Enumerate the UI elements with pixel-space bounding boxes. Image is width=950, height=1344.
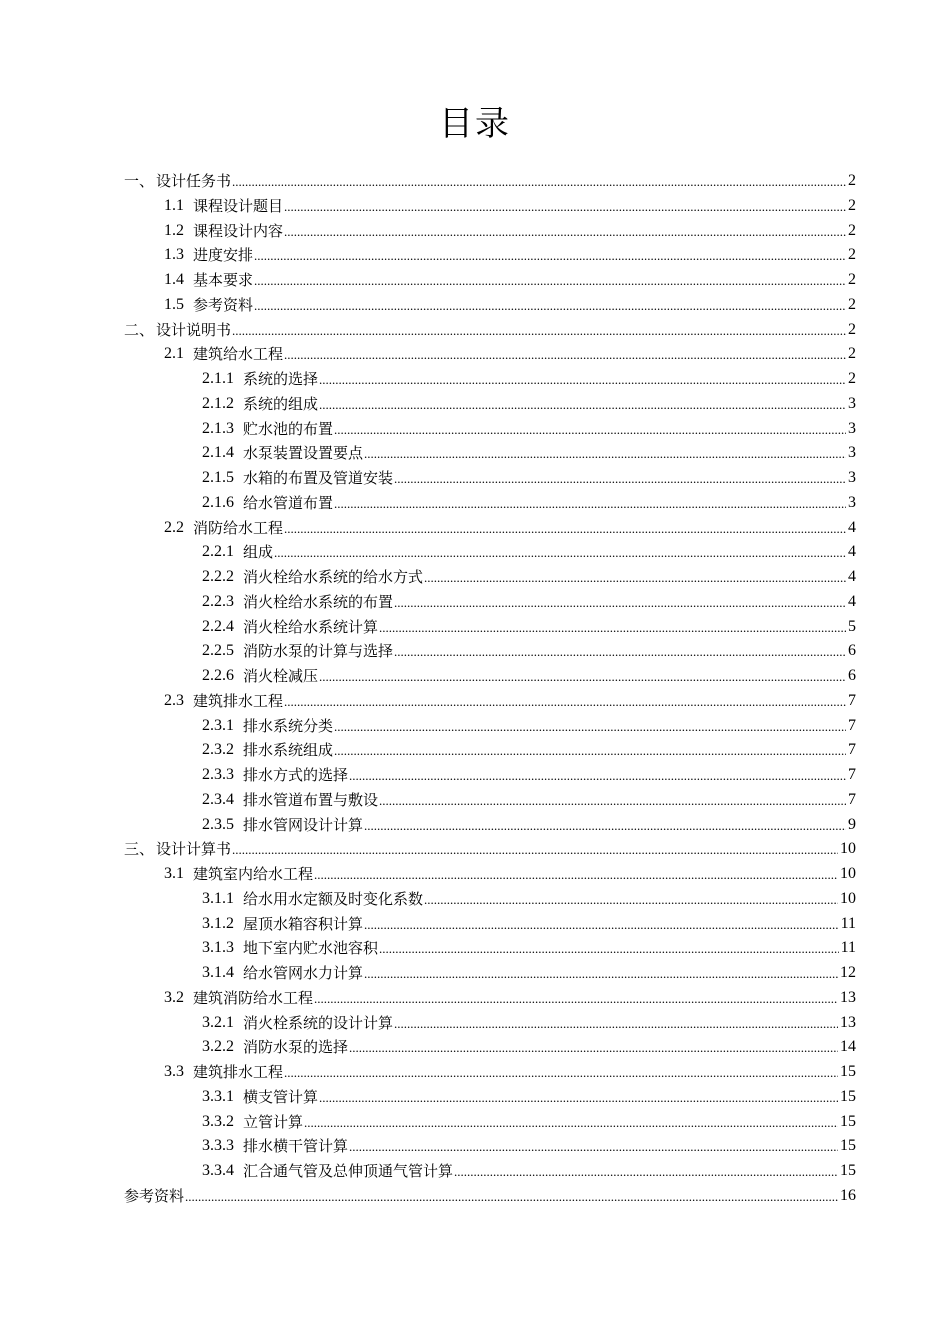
toc-entry[interactable] bbox=[164, 192, 856, 216]
toc-entry[interactable] bbox=[164, 340, 856, 364]
toc-entry-page: 6 bbox=[848, 642, 856, 660]
toc-entry-title: 系统的选择 bbox=[243, 370, 319, 388]
toc-entry[interactable] bbox=[164, 217, 856, 241]
toc-entry-number: 3.1.1 bbox=[202, 889, 234, 907]
toc-entry-title: 水箱的布置及管道安装 bbox=[243, 469, 394, 487]
toc-entry-title: 排水管道布置与敷设 bbox=[243, 790, 379, 809]
toc-entry-title: 排水管网设计计算 bbox=[243, 815, 364, 834]
toc-dot-leader bbox=[232, 171, 846, 191]
toc-dot-leader bbox=[284, 344, 846, 364]
toc-entry-number: 2.3.5 bbox=[202, 815, 234, 833]
toc-entry[interactable] bbox=[202, 959, 856, 983]
toc-entry-title: 消防水泵的选择 bbox=[243, 1038, 349, 1057]
toc-dot-leader bbox=[284, 1062, 838, 1082]
toc-entry-title: 消火栓减压 bbox=[243, 667, 319, 685]
toc-entry[interactable] bbox=[124, 167, 856, 191]
toc-entry[interactable] bbox=[202, 1108, 856, 1132]
toc-entry-number: 2.2.3 bbox=[202, 592, 234, 610]
toc-entry[interactable] bbox=[202, 934, 856, 958]
toc-entry-number: 3.1.2 bbox=[202, 914, 234, 932]
toc-dot-leader bbox=[364, 815, 846, 835]
toc-entry-page: 2 bbox=[848, 345, 856, 363]
toc-entry-title: 立管计算 bbox=[243, 1112, 304, 1131]
toc-dot-leader bbox=[314, 864, 838, 884]
toc-entry-title: 消火栓给水系统的布置 bbox=[243, 592, 394, 611]
toc-entry-number: 2.1.4 bbox=[202, 444, 234, 462]
toc-entry[interactable] bbox=[202, 736, 856, 760]
toc-entry[interactable] bbox=[202, 885, 856, 909]
toc-entry-title: 消火栓给水系统计算 bbox=[243, 617, 379, 636]
toc-entry-page: 4 bbox=[848, 543, 856, 561]
toc-entry-title: 排水系统分类 bbox=[243, 716, 334, 735]
toc-entry-title: 排水方式的选择 bbox=[243, 766, 349, 784]
toc-entry[interactable] bbox=[202, 1083, 856, 1107]
toc-entry-page: 13 bbox=[840, 1013, 856, 1031]
toc-entry-title: 进度安排 bbox=[193, 246, 254, 265]
toc-entry-title: 参考资料 bbox=[193, 295, 254, 314]
toc-entry-page: 7 bbox=[848, 741, 856, 759]
toc-entry-title: 屋顶水箱容积计算 bbox=[243, 914, 364, 933]
toc-dot-leader bbox=[319, 369, 846, 389]
toc-dot-leader bbox=[284, 196, 846, 216]
toc-entry-page: 13 bbox=[840, 988, 856, 1006]
toc-entry-number: 2.1.5 bbox=[202, 469, 234, 486]
toc-entry-title: 建筑消防给水工程 bbox=[193, 988, 314, 1007]
toc-entry[interactable] bbox=[164, 514, 856, 538]
toc-entry-title: 汇合通气管及总伸顶通气管计算 bbox=[243, 1162, 454, 1180]
toc-entry-title: 地下室内贮水池容积 bbox=[243, 939, 379, 958]
toc-entry-title: 排水系统组成 bbox=[243, 741, 334, 760]
toc-dot-leader bbox=[254, 295, 846, 315]
toc-dot-leader bbox=[314, 988, 838, 1008]
toc-entry-title: 建筑室内给水工程 bbox=[193, 865, 314, 883]
toc-entry-number: 3.2.2 bbox=[202, 1038, 234, 1056]
toc-entry-page: 7 bbox=[848, 716, 856, 734]
toc-entry-title: 设计任务书 bbox=[156, 172, 232, 190]
toc-entry-page: 4 bbox=[848, 568, 856, 585]
toc-entry-title: 给水管网水力计算 bbox=[243, 964, 364, 982]
toc-entry-number: 2.2.4 bbox=[202, 617, 234, 635]
toc-entry[interactable] bbox=[202, 712, 856, 736]
toc-dot-leader bbox=[394, 1013, 838, 1033]
toc-dot-leader bbox=[349, 1037, 838, 1057]
toc-entry[interactable] bbox=[202, 811, 856, 835]
toc-dot-leader bbox=[232, 320, 846, 340]
toc-dot-leader bbox=[319, 1087, 838, 1107]
toc-entry-title: 消火栓系统的设计计算 bbox=[243, 1013, 394, 1032]
toc-entry[interactable] bbox=[202, 1033, 856, 1057]
toc-entry-page: 7 bbox=[848, 790, 856, 808]
toc-entry-page: 2 bbox=[848, 246, 856, 264]
toc-entry-number: 一、 bbox=[124, 172, 155, 190]
toc-entry[interactable] bbox=[164, 1058, 856, 1082]
toc-dot-leader bbox=[334, 493, 846, 513]
toc-entry-page: 15 bbox=[840, 1162, 856, 1179]
toc-entry[interactable] bbox=[164, 291, 856, 315]
toc-entry-number: 2.3.2 bbox=[202, 741, 234, 759]
toc-entry[interactable] bbox=[202, 1009, 856, 1033]
toc-entry[interactable] bbox=[202, 1157, 856, 1181]
toc-entry-title: 给水用水定额及时变化系数 bbox=[243, 889, 424, 908]
toc-entry-number: 三、 bbox=[124, 840, 155, 859]
toc-entry-page: 2 bbox=[848, 221, 856, 239]
toc-entry-page: 3 bbox=[848, 493, 856, 511]
toc-entry-page: 4 bbox=[848, 518, 856, 536]
toc-entry[interactable] bbox=[202, 588, 856, 612]
toc-entry-page: 3 bbox=[848, 419, 856, 437]
toc-entry-page: 15 bbox=[840, 1063, 856, 1080]
toc-dot-leader bbox=[364, 914, 839, 934]
toc-entry-title: 基本要求 bbox=[193, 271, 254, 289]
toc-entry-page: 6 bbox=[848, 667, 856, 684]
toc-entry-page: 9 bbox=[848, 815, 856, 833]
toc-entry-page: 2 bbox=[848, 271, 856, 288]
toc-entry-title: 排水横干管计算 bbox=[243, 1137, 349, 1156]
toc-dot-leader bbox=[334, 716, 846, 736]
toc-entry-title: 建筑排水工程 bbox=[193, 1063, 284, 1081]
toc-entry-page: 15 bbox=[840, 1087, 856, 1105]
toc-dot-leader bbox=[379, 790, 846, 810]
toc-dot-leader bbox=[394, 592, 846, 612]
toc-entry-page: 10 bbox=[840, 865, 856, 882]
toc-entry[interactable] bbox=[202, 538, 856, 562]
toc-entry[interactable] bbox=[124, 835, 856, 859]
toc-entry-number: 2.1.1 bbox=[202, 370, 234, 387]
toc-entry-title: 消防给水工程 bbox=[193, 518, 284, 537]
toc-entry-number: 3.1.3 bbox=[202, 939, 234, 957]
toc-entry-page: 11 bbox=[840, 914, 856, 932]
toc-entry-title: 消防水泵的计算与选择 bbox=[243, 642, 394, 661]
toc-dot-leader bbox=[304, 1112, 838, 1132]
toc-entry-page: 2 bbox=[848, 196, 856, 214]
toc-entry[interactable] bbox=[202, 365, 856, 389]
toc-entry-page: 2 bbox=[848, 370, 856, 387]
toc-entry-number: 3.3.4 bbox=[202, 1162, 234, 1179]
toc-entry[interactable] bbox=[202, 415, 856, 439]
toc-dot-leader bbox=[349, 1136, 838, 1156]
toc-entry-page: 5 bbox=[848, 617, 856, 635]
toc-entry-title: 建筑排水工程 bbox=[193, 691, 284, 710]
toc-entry[interactable] bbox=[202, 910, 856, 934]
toc-entry[interactable] bbox=[202, 1132, 856, 1156]
toc-dot-leader bbox=[364, 963, 838, 983]
toc-entry-page: 2 bbox=[848, 295, 856, 313]
toc-entry-page: 12 bbox=[840, 964, 856, 981]
toc-entry[interactable] bbox=[124, 316, 856, 340]
toc-entry-title: 水泵装置设置要点 bbox=[243, 444, 364, 463]
toc-entry[interactable] bbox=[164, 241, 856, 265]
toc-entry-title: 横支管计算 bbox=[243, 1087, 319, 1106]
toc-entry-number: 2.3.4 bbox=[202, 790, 234, 808]
toc-entry-number: 2.2 bbox=[164, 518, 184, 536]
toc-entry-number: 2.3.1 bbox=[202, 716, 234, 734]
toc-entry[interactable] bbox=[164, 984, 856, 1008]
toc-dot-leader bbox=[274, 542, 846, 562]
toc-entry-number: 1.2 bbox=[164, 221, 184, 239]
toc-entry-number: 3.3.1 bbox=[202, 1087, 234, 1105]
toc-dot-leader bbox=[185, 1186, 838, 1206]
toc-dot-leader bbox=[284, 691, 846, 711]
toc-entry-page: 3 bbox=[848, 444, 856, 462]
toc-dot-leader bbox=[232, 839, 838, 859]
toc-entry-number: 2.3 bbox=[164, 691, 184, 709]
toc-dot-leader bbox=[319, 666, 846, 686]
toc-dot-leader bbox=[284, 518, 846, 538]
toc-dot-leader bbox=[349, 765, 846, 785]
toc-entry[interactable] bbox=[202, 439, 856, 463]
toc-entry-number: 2.1.2 bbox=[202, 394, 234, 412]
toc-entry-title: 设计说明书 bbox=[156, 320, 232, 339]
toc-dot-leader bbox=[254, 270, 846, 290]
toc-entry-page: 10 bbox=[840, 889, 856, 907]
toc-entry-number: 1.1 bbox=[164, 196, 184, 214]
toc-entry-number: 1.4 bbox=[164, 271, 184, 288]
toc-dot-leader bbox=[334, 740, 846, 760]
toc-entry-number: 2.2.2 bbox=[202, 568, 234, 585]
toc-entry-page: 10 bbox=[840, 840, 856, 858]
toc-entry[interactable] bbox=[164, 266, 856, 290]
toc-entry-title: 组成 bbox=[243, 543, 274, 562]
toc-dot-leader bbox=[284, 221, 846, 241]
toc-entry-page: 15 bbox=[840, 1112, 856, 1130]
toc-entry-title: 建筑给水工程 bbox=[193, 345, 284, 364]
toc-entry-number: 1.5 bbox=[164, 295, 184, 313]
toc-entry-number: 二、 bbox=[124, 320, 155, 339]
toc-entry-title: 系统的组成 bbox=[243, 394, 319, 413]
toc-dot-leader bbox=[254, 245, 846, 265]
toc-entry[interactable] bbox=[202, 637, 856, 661]
toc-dot-leader bbox=[454, 1161, 838, 1181]
toc-entry-page: 14 bbox=[840, 1038, 856, 1056]
toc-entry-page: 4 bbox=[848, 592, 856, 610]
toc-entry[interactable] bbox=[124, 1182, 856, 1206]
toc-entry[interactable] bbox=[202, 761, 856, 785]
toc-entry-title: 参考资料 bbox=[124, 1186, 185, 1205]
toc-entry[interactable] bbox=[202, 489, 856, 513]
toc-entry-title: 课程设计题目 bbox=[193, 196, 284, 215]
toc-entry-number: 2.2.1 bbox=[202, 543, 234, 561]
toc-entry-number: 2.2.5 bbox=[202, 642, 234, 660]
toc-entry-page: 3 bbox=[848, 469, 856, 486]
toc-dot-leader bbox=[334, 419, 846, 439]
toc-dot-leader bbox=[379, 617, 846, 637]
toc-dot-leader bbox=[394, 468, 846, 488]
toc-entry[interactable] bbox=[202, 613, 856, 637]
toc-entry[interactable] bbox=[202, 563, 856, 587]
toc-entry-number: 2.1 bbox=[164, 345, 184, 363]
toc-entry-number: 3.2.1 bbox=[202, 1013, 234, 1031]
toc-entry-number: 3.3.3 bbox=[202, 1137, 234, 1155]
toc-entry[interactable] bbox=[164, 687, 856, 711]
toc-dot-leader bbox=[319, 394, 846, 414]
page-title: 目录 bbox=[439, 104, 511, 144]
toc-entry-page: 11 bbox=[840, 939, 856, 957]
toc-entry[interactable] bbox=[202, 464, 856, 488]
toc-entry-page: 15 bbox=[840, 1137, 856, 1155]
toc-entry[interactable] bbox=[202, 662, 856, 686]
toc-entry-number: 3.2 bbox=[164, 988, 184, 1006]
toc-dot-leader bbox=[424, 889, 838, 909]
toc-entry-number: 3.3 bbox=[164, 1063, 184, 1080]
toc-entry-page: 2 bbox=[848, 172, 856, 189]
toc-entry-page: 2 bbox=[848, 320, 856, 338]
toc-dot-leader bbox=[364, 443, 846, 463]
toc-entry-page: 3 bbox=[848, 394, 856, 412]
toc-entry-number: 2.1.6 bbox=[202, 493, 234, 511]
toc-entry-page: 7 bbox=[848, 766, 856, 783]
toc-dot-leader bbox=[424, 567, 846, 587]
toc-entry-title: 设计计算书 bbox=[156, 840, 232, 859]
toc-entry-page: 16 bbox=[840, 1186, 856, 1204]
toc-entry-number: 3.3.2 bbox=[202, 1112, 234, 1130]
toc-entry[interactable] bbox=[202, 786, 856, 810]
toc-entry-title: 贮水池的布置 bbox=[243, 419, 334, 438]
toc-entry-title: 消火栓给水系统的给水方式 bbox=[243, 568, 424, 586]
toc-entry-title: 课程设计内容 bbox=[193, 221, 284, 240]
toc-dot-leader bbox=[394, 641, 846, 661]
toc-entry-number: 1.3 bbox=[164, 246, 184, 264]
toc-entry[interactable] bbox=[202, 390, 856, 414]
toc-entry-number: 2.2.6 bbox=[202, 667, 234, 684]
toc-entry-title: 给水管道布置 bbox=[243, 493, 334, 512]
toc-entry-number: 2.3.3 bbox=[202, 766, 234, 783]
toc-entry-page: 7 bbox=[848, 691, 856, 709]
toc-entry[interactable] bbox=[164, 860, 856, 884]
toc-entry-number: 3.1 bbox=[164, 865, 184, 882]
toc-dot-leader bbox=[379, 938, 839, 958]
toc-entry-number: 2.1.3 bbox=[202, 419, 234, 437]
toc-entry-number: 3.1.4 bbox=[202, 964, 234, 981]
